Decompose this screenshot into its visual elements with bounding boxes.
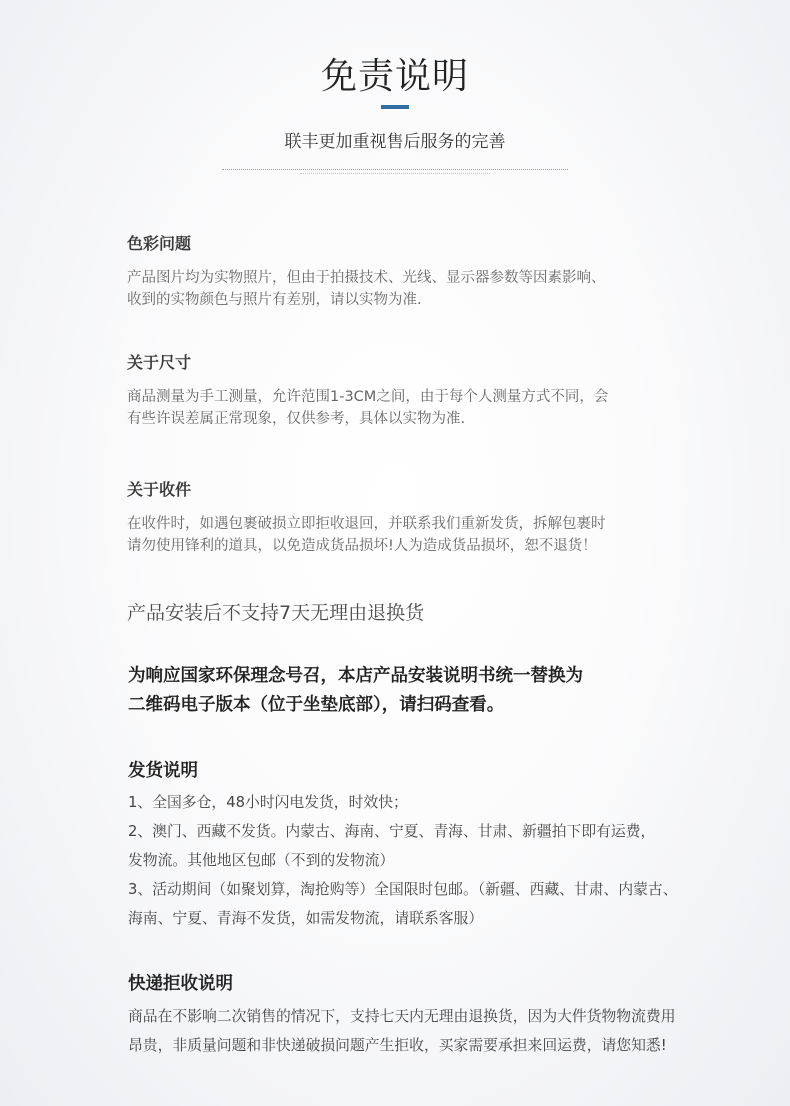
title-underline xyxy=(381,105,409,109)
text-line: 请勿使用锋利的道具，以免造成货品损坏!人为造成货品损坏，恕不退货！ xyxy=(127,538,597,554)
page-subtitle: 联丰更加重视售后服务的完善 xyxy=(284,132,506,152)
section-title-express: 快递拒收说明 xyxy=(128,974,233,994)
section-title-color: 色彩问题 xyxy=(127,234,192,253)
text-line: 2、澳门、西藏不发货。内蒙古、海南、宁夏、青海、甘肃、新疆拍下即有运费， xyxy=(128,823,656,840)
text-line: 海南、宁夏、青海不发货，如需发物流，请联系客服） xyxy=(128,910,484,927)
text-line: 收到的实物颜色与照片有差别，请以实物为准. xyxy=(127,292,422,308)
text-line: 二维码电子版本（位于坐垫底部），请扫码查看。 xyxy=(128,695,505,715)
text-line: 商品测量为手工测量，允许范围1-3CM之间，由于每个人测量方式不同，会 xyxy=(127,389,609,405)
text-line: 有些许误差属正常现象，仅供参考，具体以实物为准. xyxy=(127,411,466,427)
eco-manual-notice xyxy=(128,662,583,720)
text-line: 昂贵，非质量问题和非快递破损问题产生拒收，买家需要承担来回运费，请您知悉! xyxy=(128,1037,667,1054)
section-title-size: 关于尺寸 xyxy=(127,353,192,372)
text-line: 发物流。其他地区包邮（不到的发物流） xyxy=(128,852,395,869)
text-line: 3、活动期间（如聚划算，淘抢购等）全国限时包邮。（新疆、西藏、甘肃、内蒙古、 xyxy=(128,881,678,898)
section-text-color xyxy=(127,267,606,311)
text-line: 产品图片均为实物照片，但由于拍摄技术、光线、显示器参数等因素影响、 xyxy=(127,270,606,286)
text-line: 商品在不影响二次销售的情况下，支持七天内无理由退换货，因为大件货物物流费用 xyxy=(128,1008,676,1025)
section-title-shipping: 发货说明 xyxy=(128,761,198,781)
section-text-shipping xyxy=(128,788,678,933)
dotted-divider xyxy=(222,169,568,170)
section-text-size xyxy=(127,386,608,430)
section-text-express xyxy=(128,1002,676,1060)
text-line: 1、全国多仓，48小时闪电发货，时效快； xyxy=(128,794,408,811)
section-title-receive: 关于收件 xyxy=(127,480,192,499)
text-line: 在收件时，如遇包裹破损立即拒收退回，并联系我们重新发货，拆解包裹时 xyxy=(127,516,606,532)
install-return-notice: 产品安装后不支持7天无理由退换货 xyxy=(127,602,425,624)
section-text-receive xyxy=(127,513,606,557)
text-line: 为响应国家环保理念号召，本店产品安装说明书统一替换为 xyxy=(128,666,583,686)
dotted-divider-secondary xyxy=(300,173,490,174)
page-title: 免责说明 xyxy=(320,56,469,97)
